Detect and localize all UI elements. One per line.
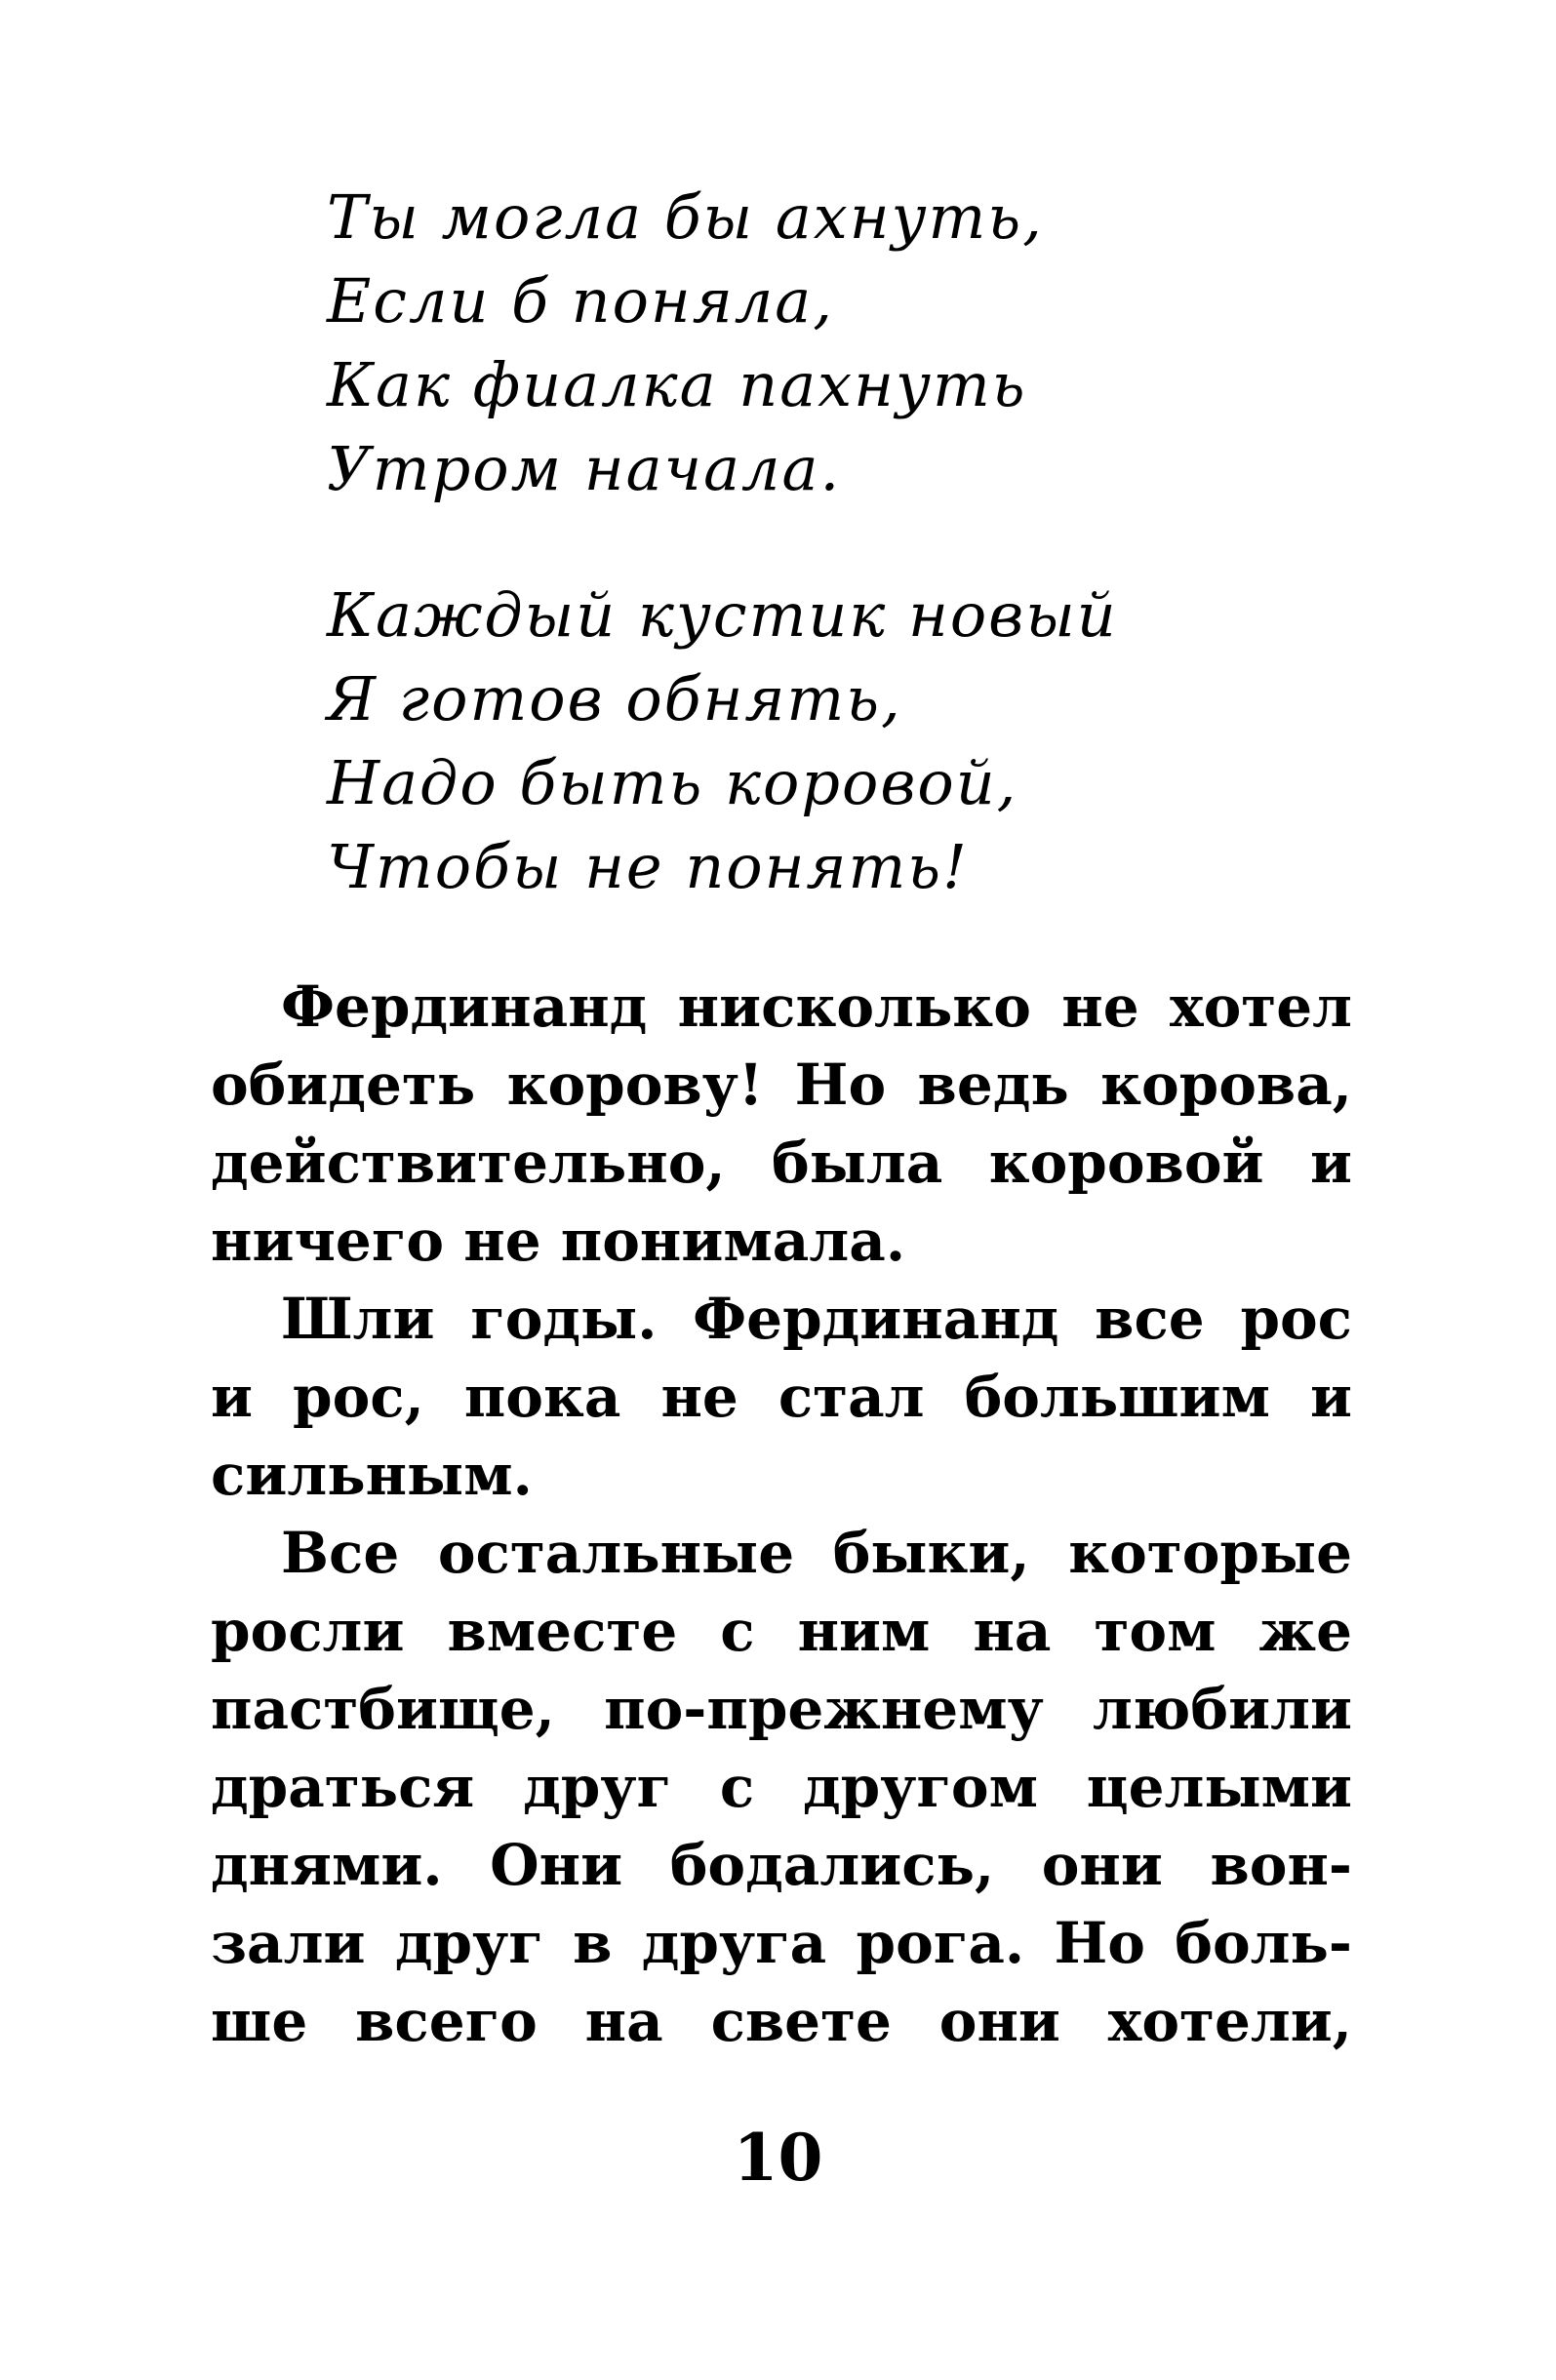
prose-body [211, 968, 1352, 2060]
paragraph-2 [211, 1280, 1352, 1514]
poem-line: Чтобы не понять! [327, 831, 969, 902]
text-line: ше всего на свете они хотели, [211, 1988, 1352, 2054]
paragraph-3 [211, 1514, 1352, 2060]
text-line: сильным. [211, 1442, 533, 1508]
text-line: росли вместе с ним на том же [211, 1598, 1352, 1664]
page-number: 10 [733, 2120, 823, 2196]
poem-line: Каждый кустик новый [327, 579, 1118, 651]
text-line: Все остальные быки, которые [281, 1520, 1352, 1586]
poem-line: Если б поняла, [327, 265, 834, 337]
text-line: и рос, пока не стал большим и [211, 1364, 1352, 1430]
poem-line: Как фиалка пахнуть [327, 349, 1027, 420]
text-line: действительно, была коровой и [211, 1130, 1352, 1196]
poem-line: Я готов обнять, [327, 663, 902, 734]
text-line: днями. Они бодались, они вон- [211, 1832, 1352, 1898]
text-line: обидеть корову! Но ведь корова, [211, 1051, 1352, 1118]
paragraph-1 [211, 968, 1352, 1280]
text-line: драться друг с другом целыми [211, 1754, 1352, 1820]
text-line: Шли годы. Фердинанд все рос [281, 1286, 1352, 1352]
text-line: ничего не понимала. [211, 1208, 906, 1274]
poem-line: Надо быть коровой, [327, 747, 1018, 818]
poem-line: Утром начала. [327, 433, 842, 504]
poem-stanza-1 [327, 176, 1044, 511]
text-line: пастбище, по-прежнему любили [211, 1676, 1352, 1742]
text-line: Фердинанд нисколько не хотел [281, 973, 1352, 1040]
poem-line: Ты могла бы ахнуть, [327, 181, 1044, 253]
poem-stanza-2 [327, 574, 1118, 909]
text-line: зали друг в друга рога. Но боль- [211, 1910, 1352, 1976]
